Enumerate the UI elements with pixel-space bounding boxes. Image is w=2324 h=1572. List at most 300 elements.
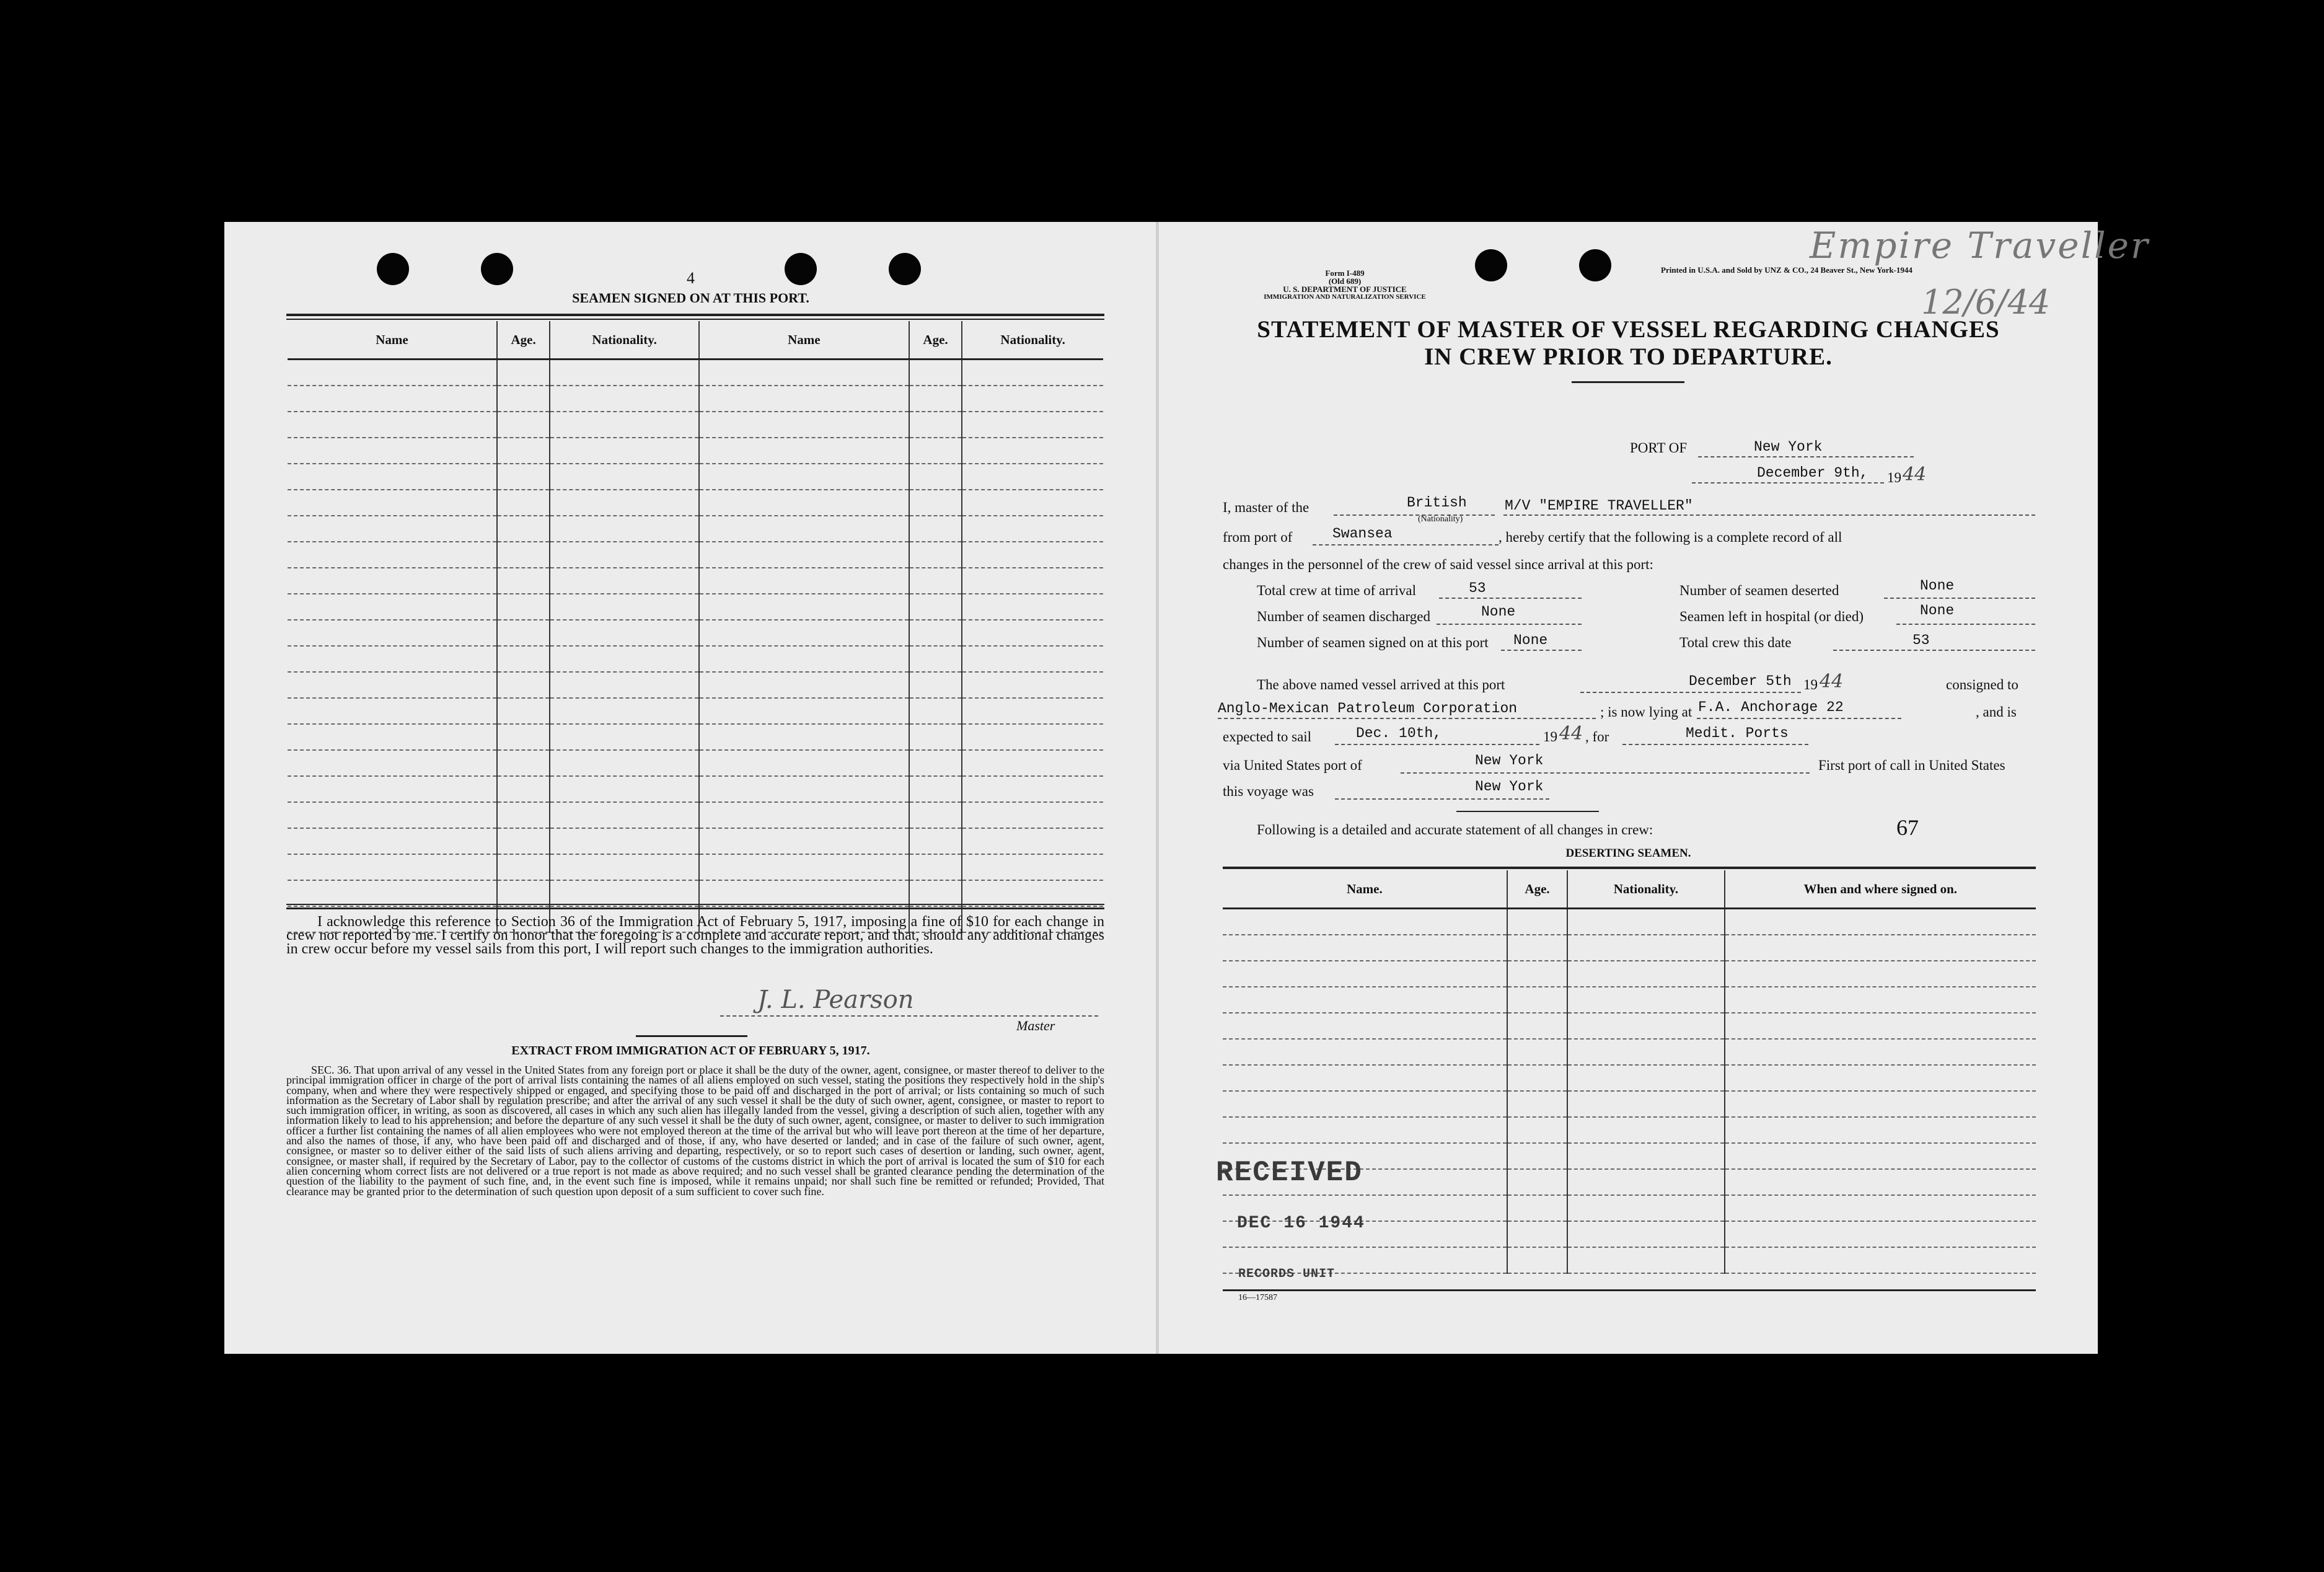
date-value: December 9th, [1757,465,1868,481]
table-cell [1567,1039,1724,1065]
table-row [1223,1013,2036,1039]
expected-label: expected to sail [1223,729,1312,744]
table-row [1223,987,2036,1013]
table-cell [962,672,1103,698]
table-row [288,620,1103,646]
table-cell [909,594,962,620]
table-cell [497,854,550,880]
for-label: , for [1585,729,1609,744]
table-cell [962,776,1103,802]
table-cell [288,646,497,672]
table-cell [962,464,1103,490]
handwritten-vessel-name: Empire Traveller [1810,224,2150,267]
col-age: Age. [909,321,962,360]
table-cell [550,724,699,750]
table-row [1223,935,2036,961]
table-cell [1507,1247,1568,1273]
table-cell [497,880,550,906]
table-cell [909,490,962,516]
table-cell [288,438,497,464]
table-cell [497,646,550,672]
service: IMMIGRATION AND NATURALIZATION SERVICE [1264,293,1426,301]
col-name: Name. [1223,870,1507,909]
table-cell [288,360,497,386]
table-cell [550,672,699,698]
table-cell [1725,935,2036,961]
table-cell [1725,1247,2036,1273]
signed-on-table [288,321,1103,933]
this-voyage-value: New York [1475,779,1544,795]
table-cell [497,802,550,828]
col-nationality: Nationality. [1567,870,1724,909]
table-cell [497,776,550,802]
table-cell [699,646,909,672]
table-cell [1725,1039,2036,1065]
handwritten-date: 12/6/44 [1921,283,2051,322]
table-cell [550,464,699,490]
table-cell [699,698,909,724]
table-cell [288,594,497,620]
arrived-line [1580,692,1801,693]
col-age: Age. [497,321,550,360]
table-cell [288,880,497,906]
table-row [1223,961,2036,987]
table-cell [1507,987,1568,1013]
extract-rule [636,1035,747,1037]
this-voyage-line [1335,798,1549,800]
master-label: Master [1016,1018,1055,1033]
table-row [288,490,1103,516]
table-cell [962,412,1103,438]
table-cell [962,802,1103,828]
table-cell [1507,1065,1568,1091]
table-cell [699,464,909,490]
date-year-prefix: 19 [1887,470,1901,485]
table-cell [699,880,909,906]
table-cell [962,542,1103,568]
table-cell [550,750,699,776]
col-age: Age. [1507,870,1568,909]
table-row [288,386,1103,412]
lying-line [1697,718,1901,719]
table-cell [497,672,550,698]
arrived-label: The above named vessel arrived at this port [1257,677,1505,692]
table-row [288,698,1103,724]
title-line-1: STATEMENT OF MASTER OF VESSEL REGARDING CHANGES [1257,316,2000,343]
top-rule [286,314,1104,316]
table-cell [962,490,1103,516]
left-page [224,222,1157,1354]
table-cell [497,464,550,490]
table-cell [1567,987,1724,1013]
total-this-date-value: 53 [1912,632,1930,648]
table-cell [1725,909,2036,935]
table-cell [288,620,497,646]
table-row [288,594,1103,620]
table-cell [1725,961,2036,987]
table-cell [962,360,1103,386]
table-cell [1567,1247,1724,1273]
table-cell [550,776,699,802]
table-cell [550,542,699,568]
table-row [288,412,1103,438]
from-port-line [1313,544,1499,545]
table-cell [909,828,962,854]
via-value: New York [1475,753,1544,769]
table-cell [288,776,497,802]
table-cell [699,386,909,412]
total-this-date-line [1833,650,2035,651]
received-stamp: RECEIVED [1216,1157,1363,1189]
nationality-caption: (Nationality) [1418,514,1463,524]
table-row [288,542,1103,568]
table-cell [699,542,909,568]
table-row [1223,909,2036,935]
table-cell [1725,1013,2036,1039]
table-cell [909,438,962,464]
table-cell [962,386,1103,412]
table-cell [1725,1143,2036,1169]
table-cell [699,490,909,516]
table-cell [699,568,909,594]
title-rule [1572,381,1684,383]
expected-year: 44 [1559,723,1583,744]
table-cell [550,620,699,646]
from-port-value: Swansea [1332,526,1393,542]
table-row [288,828,1103,854]
for-line [1622,744,1808,745]
table-cell [962,750,1103,776]
table-cell [1567,1221,1724,1247]
table-cell [497,698,550,724]
table-cell [699,802,909,828]
table-cell [699,516,909,542]
table-cell [550,646,699,672]
lying-label: ; is now lying at [1600,704,1692,720]
from-port-label: from port of [1223,529,1293,545]
table-cell [699,438,909,464]
table-cell [699,776,909,802]
table-cell [288,516,497,542]
date-year-value: 44 [1903,464,1927,485]
table-cell [288,386,497,412]
table-cell [288,750,497,776]
table-cell [550,490,699,516]
table-cell [1507,1091,1568,1117]
table-cell [550,802,699,828]
table-cell [1507,1013,1568,1039]
signed-on-title: SEAMEN SIGNED ON AT THIS PORT. [572,290,809,306]
hospital-label: Seamen left in hospital (or died) [1679,609,1864,624]
department: U. S. DEPARTMENT OF JUSTICE [1283,285,1407,294]
table-cell [1507,961,1568,987]
table-cell [550,880,699,906]
table-cell [699,594,909,620]
table-cell [550,828,699,854]
table-cell [1223,961,1507,987]
table-cell [909,776,962,802]
first-port-label: First port of call in United States [1818,757,2005,773]
table-cell [1725,1169,2036,1195]
table-cell [962,698,1103,724]
extract-title: EXTRACT FROM IMMIGRATION ACT OF FEBRUARY 5, 1917. [511,1044,870,1058]
table-row [288,854,1103,880]
table-row [1223,1247,2036,1273]
table-cell [497,750,550,776]
nationality-value: British [1407,495,1467,511]
page-number: 4 [687,269,695,287]
table-row [288,438,1103,464]
table-cell [1567,1169,1724,1195]
table-cell [1567,1195,1724,1221]
table-cell [909,516,962,542]
form-old-number: (Old 689) [1328,276,1362,286]
table-cell [909,880,962,906]
discharged-line [1437,624,1582,625]
table-row [1223,1117,2036,1143]
via-line [1401,772,1810,774]
table-cell [962,438,1103,464]
table-cell [699,828,909,854]
table-cell [497,516,550,542]
port-value: New York [1754,439,1823,455]
table-cell [1567,909,1724,935]
page-mark: 67 [1896,815,1919,840]
table-row [288,802,1103,828]
table-cell [962,568,1103,594]
col-nationality: Nationality. [550,321,699,360]
deserting-title: DESERTING SEAMEN. [1565,847,1691,860]
table-cell [1223,1117,1507,1143]
table-cell [1507,1221,1568,1247]
deserted-label: Number of seamen deserted [1679,583,1839,598]
table-cell [497,828,550,854]
title-line-2: IN CREW PRIOR TO DEPARTURE. [1424,343,1833,370]
table-cell [699,724,909,750]
table-cell [497,542,550,568]
arrived-year: 44 [1820,671,1844,692]
table-cell [288,672,497,698]
changes-text: changes in the personnel of the crew of said vessel since arrival at this port: [1223,557,1653,572]
signed-on-line [1501,650,1582,651]
table-bottom-rule [286,904,1104,905]
deserting-bottom-rule [1223,1289,2036,1291]
acknowledgement-text: I acknowledge this reference to Section 36 of the Immigration Act of February 5, 1917, imposing a fine of $10 for each change in crew not reported by me. I certify on honor that the foregoing is a complete and accurate report, and that, should any additional changes in crew occur before my vessel sails from this port, I will report such changes to the immigration authorities. [286,914,1104,957]
date-line [1692,482,1884,484]
table-cell [962,594,1103,620]
table-cell [1567,1091,1724,1117]
table-cell [1567,935,1724,961]
table-row [1223,1039,2036,1065]
nationality-line [1334,514,1495,516]
total-crew-arrival-value: 53 [1469,580,1486,596]
signature-line [720,1015,1098,1017]
this-voyage-label: this voyage was [1223,784,1314,799]
table-cell [1507,1195,1568,1221]
table-cell [497,724,550,750]
table-cell [909,464,962,490]
hospital-value: None [1920,603,1955,619]
total-this-date-label: Total crew this date [1679,635,1792,650]
table-cell [1507,1169,1568,1195]
table-cell [909,568,962,594]
table-row [288,464,1103,490]
table-cell [962,724,1103,750]
table-cell [909,724,962,750]
table-cell [909,802,962,828]
table-cell [288,802,497,828]
table-cell [1223,909,1507,935]
table-row [288,568,1103,594]
following-label: Following is a detailed and accurate statement of all changes in crew: [1257,822,1653,837]
table-cell [909,542,962,568]
col-name: Name [288,321,497,360]
table-row [288,516,1103,542]
consignee-line [1218,718,1596,719]
table-cell [909,386,962,412]
table-cell [550,360,699,386]
table-cell [699,854,909,880]
total-crew-arrival-line [1439,598,1582,599]
table-cell [550,568,699,594]
table-row [288,724,1103,750]
top-rule-thin [286,319,1104,320]
discharged-value: None [1481,604,1516,620]
printer-note: Printed in U.S.A. and Sold by UNZ & CO., 24 Beaver St., New York-1944 [1661,265,1912,275]
table-cell [1725,987,2036,1013]
col-nationality: Nationality. [962,321,1103,360]
table-cell [1507,935,1568,961]
master-of-label: I, master of the [1223,500,1309,515]
table-cell [550,412,699,438]
table-cell [909,412,962,438]
lying-value: F.A. Anchorage 22 [1698,699,1844,715]
consignee-value: Anglo-Mexican Patroleum Corporation [1218,700,1518,717]
signed-on-label: Number of seamen signed on at this port [1257,635,1489,650]
table-cell [550,516,699,542]
deserted-line [1884,598,2035,599]
port-label: PORT OF [1630,440,1688,456]
table-row [288,360,1103,386]
table-row [1223,1091,2036,1117]
table-cell [909,750,962,776]
table-cell [699,412,909,438]
table-cell [288,724,497,750]
table-row [288,672,1103,698]
table-cell [1567,1065,1724,1091]
table-cell [1507,1039,1568,1065]
table-cell [962,880,1103,906]
table-cell [699,620,909,646]
table-cell [497,490,550,516]
table-cell [909,854,962,880]
table-cell [962,646,1103,672]
table-cell [1223,1039,1507,1065]
footer-code: 16—17587 [1238,1293,1277,1302]
vessel-line [1503,514,2035,516]
discharged-label: Number of seamen discharged [1257,609,1430,624]
table-cell [909,698,962,724]
table-cell [1507,1117,1568,1143]
table-cell [497,438,550,464]
table-cell [550,594,699,620]
expected-year-prefix: 19 [1543,729,1557,744]
table-bottom-rule-2 [286,907,1104,909]
table-cell [962,620,1103,646]
table-row [288,750,1103,776]
table-cell [550,698,699,724]
table-cell [1223,935,1507,961]
table-cell [288,854,497,880]
table-cell [909,672,962,698]
table-cell [909,646,962,672]
master-signature: J. L. Pearson [757,986,914,1014]
col-when-where: When and where signed on. [1725,870,2036,909]
table-cell [962,516,1103,542]
table-row [1223,1065,2036,1091]
right-page [1159,222,2150,1354]
expected-line [1335,744,1539,745]
table-cell [497,568,550,594]
table-cell [1567,1013,1724,1039]
arrived-value: December 5th [1689,673,1792,689]
hospital-line [1896,624,2035,625]
vessel-value: M/V "EMPIRE TRAVELLER" [1505,498,1693,514]
table-cell [497,360,550,386]
table-cell [909,620,962,646]
form-title [1159,316,2098,371]
table-row [288,646,1103,672]
table-cell [288,698,497,724]
for-value: Medit. Ports [1686,725,1789,741]
table-cell [550,438,699,464]
table-cell [1223,1065,1507,1091]
table-cell [550,854,699,880]
table-cell [1223,987,1507,1013]
received-stamp-date: DEC 16 1944 [1237,1214,1365,1233]
table-cell [1725,1117,2036,1143]
records-unit-stamp: RECORDS UNIT [1238,1267,1336,1281]
table-cell [909,360,962,386]
signed-on-value: None [1513,632,1548,648]
port-line [1698,456,1914,457]
table-cell [497,412,550,438]
table-cell [288,828,497,854]
table-cell [1725,1195,2036,1221]
extract-text: SEC. 36. That upon arrival of any vessel in the United States from any foreign port or place it shall be the duty of the owner, agent, consignee, or master thereof to deliver to the principal immigration officer in charge of the port of arrival lists containing the names of all aliens employed on such vessel, stating the positions they respectively hold in the ship's company, when and where they were respectively shipped or engaged, and specifying those to be paid off and discharged in the port of arrival; or lists containing so much of such information as the Secretary of Labor shall by regulation prescribe; and after the arrival of any such vessel it shall be the duty of such owner, agent, consignee, or master to report to such immigration officer, in writing, as soon as discovered, all cases in which any such alien has illegally landed from the vessel, giving a description of such alien, together with any information likely to lead to his apprehension; and before the departure of any such vessel it shall be the duty of such owner, agent, consignee, or master to deliver to such immigration officer a further list containing the names of all alien employees who were not employed thereon at the time of the arrival but who will leave port thereon at the time of her departure, and also the names of those, if any, who have been paid off and discharged and of those, if any, who have deserted or landed; and in case of the failure of such owner, agent, consignee, or master so to deliver either of the said lists of such aliens arriving and departing, respectively, or so to report such cases of desertion or landing, such owner, agent, consignee, or master shall, if required by the Secretary of Labor, pay to the collector of customs of the customs district in which the port of arrival is located the sum of $10 for each alien concerning whom correct lists are not delivered or a true report is not made as above required; and no such vessel shall be granted clearance pending the determination of the question of the liability to the payment of such fine, and, in the event such fine is imposed, while it remains unpaid; nor shall such fine be remitted or refunded; Provided, That clearance may be granted prior to the determination of such question upon deposit of a sum sufficient to cover such fine. [286,1064,1104,1198]
table-cell [1223,1013,1507,1039]
table-cell [1725,1221,2036,1247]
table-cell [962,828,1103,854]
table-cell [497,386,550,412]
table-cell [1567,1143,1724,1169]
table-cell [497,620,550,646]
certify-text: , hereby certify that the following is a complete record of all [1499,529,1842,545]
arrived-year-prefix: 19 [1803,677,1818,692]
and-is-label: , and is [1976,704,2017,720]
table-cell [288,412,497,438]
col-name: Name [699,321,909,360]
table-cell [962,854,1103,880]
table-cell [699,360,909,386]
table-cell [1567,1117,1724,1143]
deserting-top-rule [1223,867,2036,869]
table-row [288,776,1103,802]
consigned-label: consigned to [1946,677,2018,692]
table-cell [288,568,497,594]
table-row [288,880,1103,906]
form-header [1202,269,1487,301]
